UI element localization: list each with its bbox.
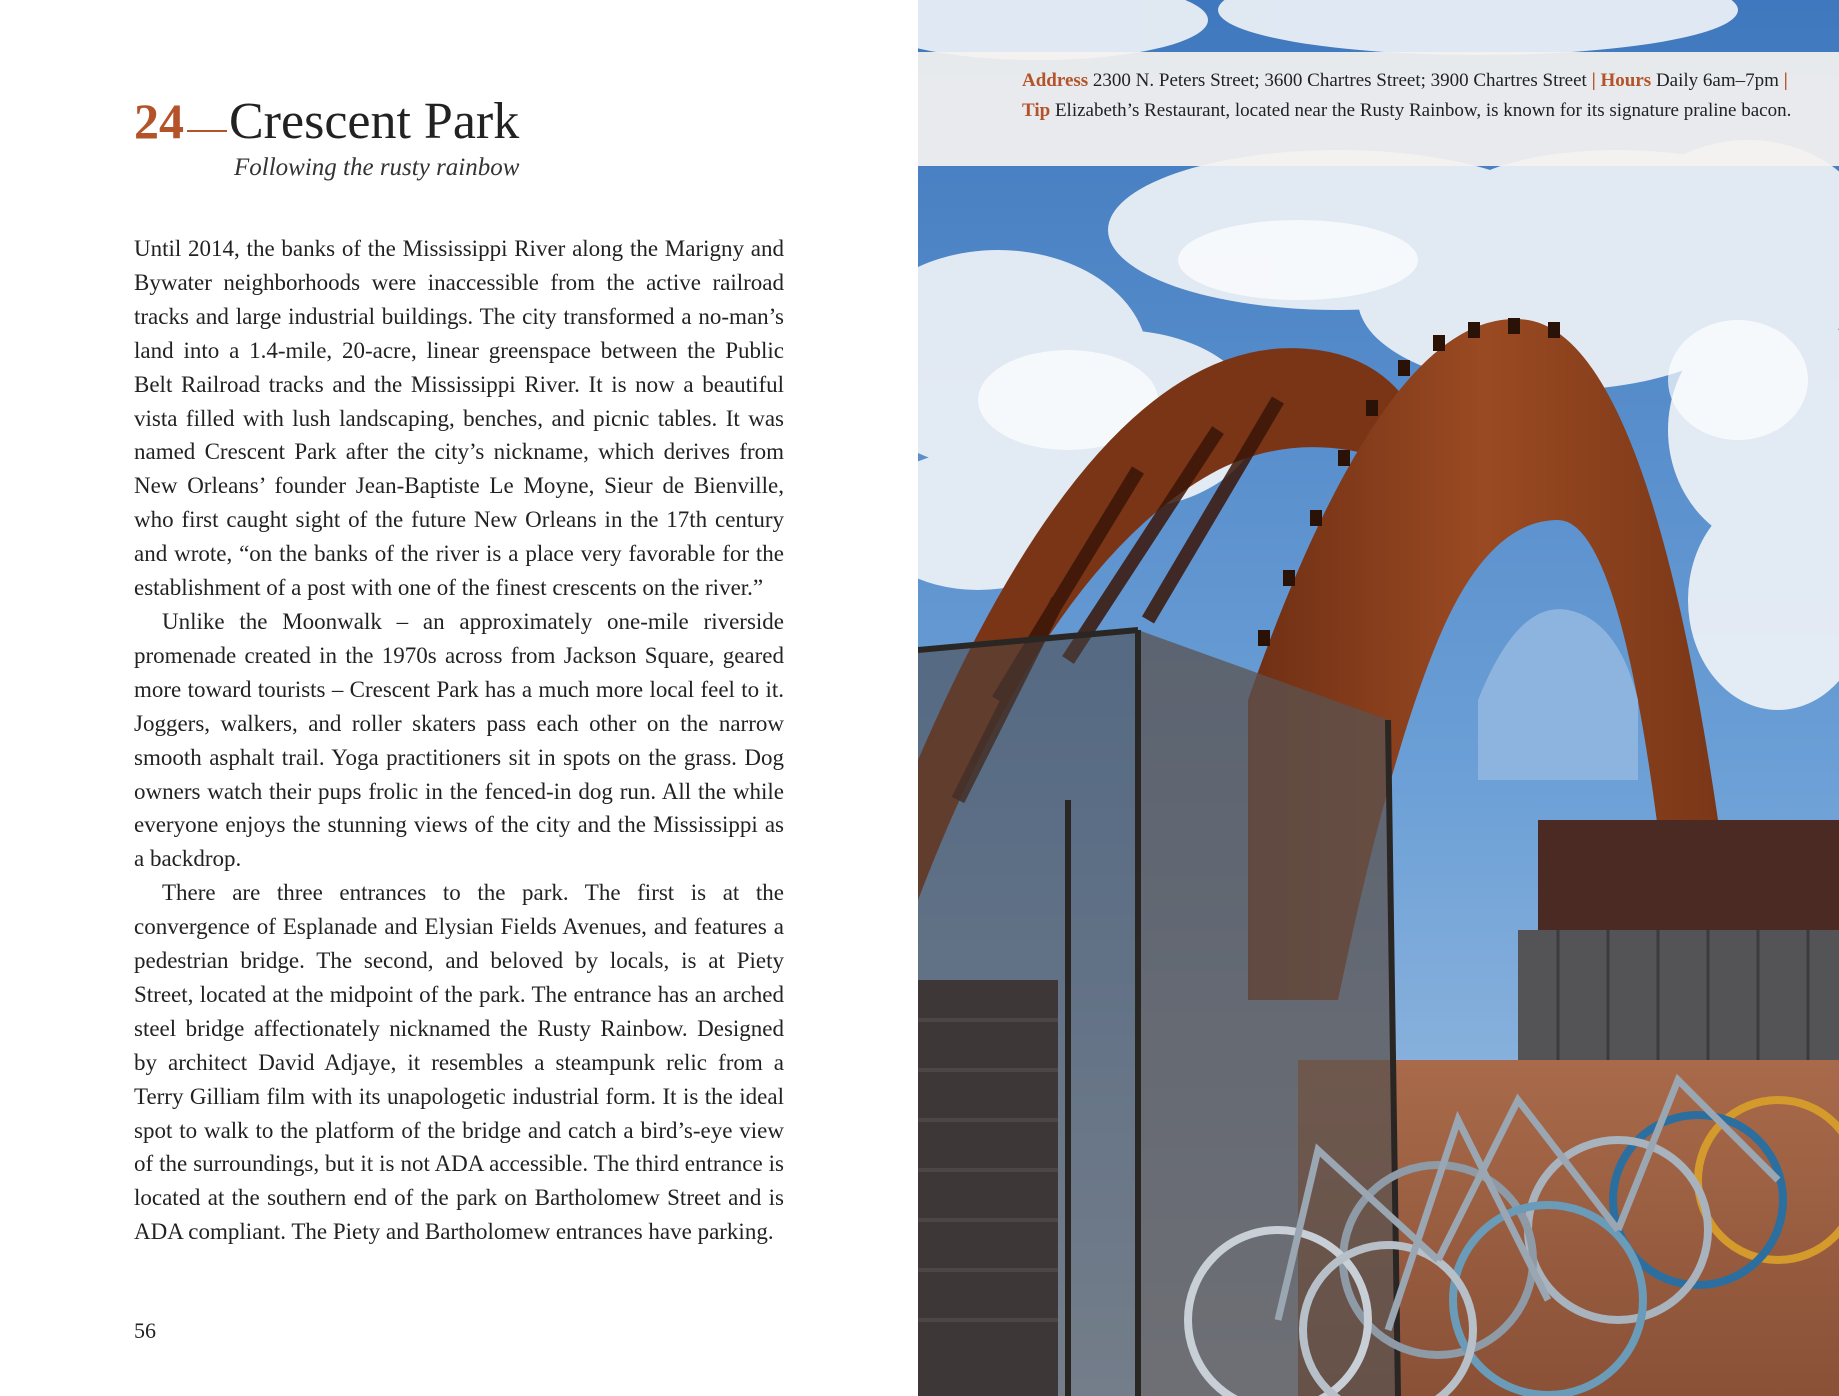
- address-value: 2300 N. Peters Street; 3600 Chartres Street; 3900 Chartres Street: [1092, 70, 1587, 91]
- body-text: [134, 232, 784, 1249]
- hours-label: Hours: [1600, 70, 1652, 91]
- body-paragraph-2: Unlike the Moonwalk – an approximately one-mile riverside promenade created in the 1970s across from Jackson Square, geared more toward tourists – Crescent Park has a much more local feel to it. Joggers, walkers, and roller skaters pass each other on the narrow smooth asphalt trail. Yoga practitioners sit in spots on the grass. Dog owners watch their pups frolic in the fenced-in dog run. All the while everyone enjoys the stunning views of the city and the Mississippi as a backdrop.: [134, 608, 784, 872]
- chapter-heading: [134, 92, 519, 151]
- info-text: [1022, 66, 1817, 125]
- left-page: [0, 0, 918, 1396]
- info-separator-1: |: [1591, 70, 1596, 91]
- right-page: [918, 0, 1839, 1396]
- chapter-title: Crescent Park: [229, 93, 520, 150]
- address-label: Address: [1022, 70, 1089, 91]
- rusty-rainbow-bridge-photo: [918, 0, 1839, 1396]
- body-paragraph-3: There are three entrances to the park. The first is at the convergence of Esplanade and Elysian Fields Avenues, and features a pedestrian bridge. The second, and beloved by locals, is at Piety Street, located at the midpoint of the park. The entrance has an arched steel bridge affectionately nicknamed the Rusty Rainbow. Designed by architect David Adjaye, it resembles a steampunk relic from a Terry Gilliam film with its unapologetic industrial form. It is the ideal spot to walk to the platform of the bridge and catch a bird’s-eye view of the surroundings, but it is not ADA accessible. The third entrance is located at the southern end of the park on Bartholomew Street and is ADA compliant. The Piety and Bartholomew entrances have parking.: [134, 880, 784, 1245]
- hours-value: Daily 6am–7pm: [1655, 70, 1779, 91]
- page-number: 56: [134, 1318, 156, 1343]
- info-box: [918, 52, 1839, 166]
- chapter-number: 24: [134, 93, 184, 149]
- chapter-subtitle: Following the rusty rainbow: [234, 154, 520, 181]
- chapter-rule: [187, 130, 227, 132]
- tip-value: Elizabeth’s Restaurant, located near the Rusty Rainbow, is known for its signature praline bacon.: [1054, 99, 1792, 121]
- tip-label: Tip: [1022, 99, 1051, 121]
- body-paragraph-1: Until 2014, the banks of the Mississippi River along the Marigny and Bywater neighborhoods were inaccessible from the active railroad tracks and large industrial buildings. The city transformed a no-man’s land into a 1.4-mile, 20-acre, linear greenspace between the Public Belt Railroad tracks and the Mississippi River. It is now a beautiful vista filled with lush landscaping, benches, and picnic tables. It was named Crescent Park after the city’s nickname, which derives from New Orleans’ founder Jean-Baptiste Le Moyne, Sieur de Bienville, who first caught sight of the future New Orleans in the 17th century and wrote, “on the banks of the river is a place very favorable for the establishment of a post with one of the finest crescents on the river.”: [134, 236, 784, 601]
- info-separator-2: |: [1783, 70, 1788, 91]
